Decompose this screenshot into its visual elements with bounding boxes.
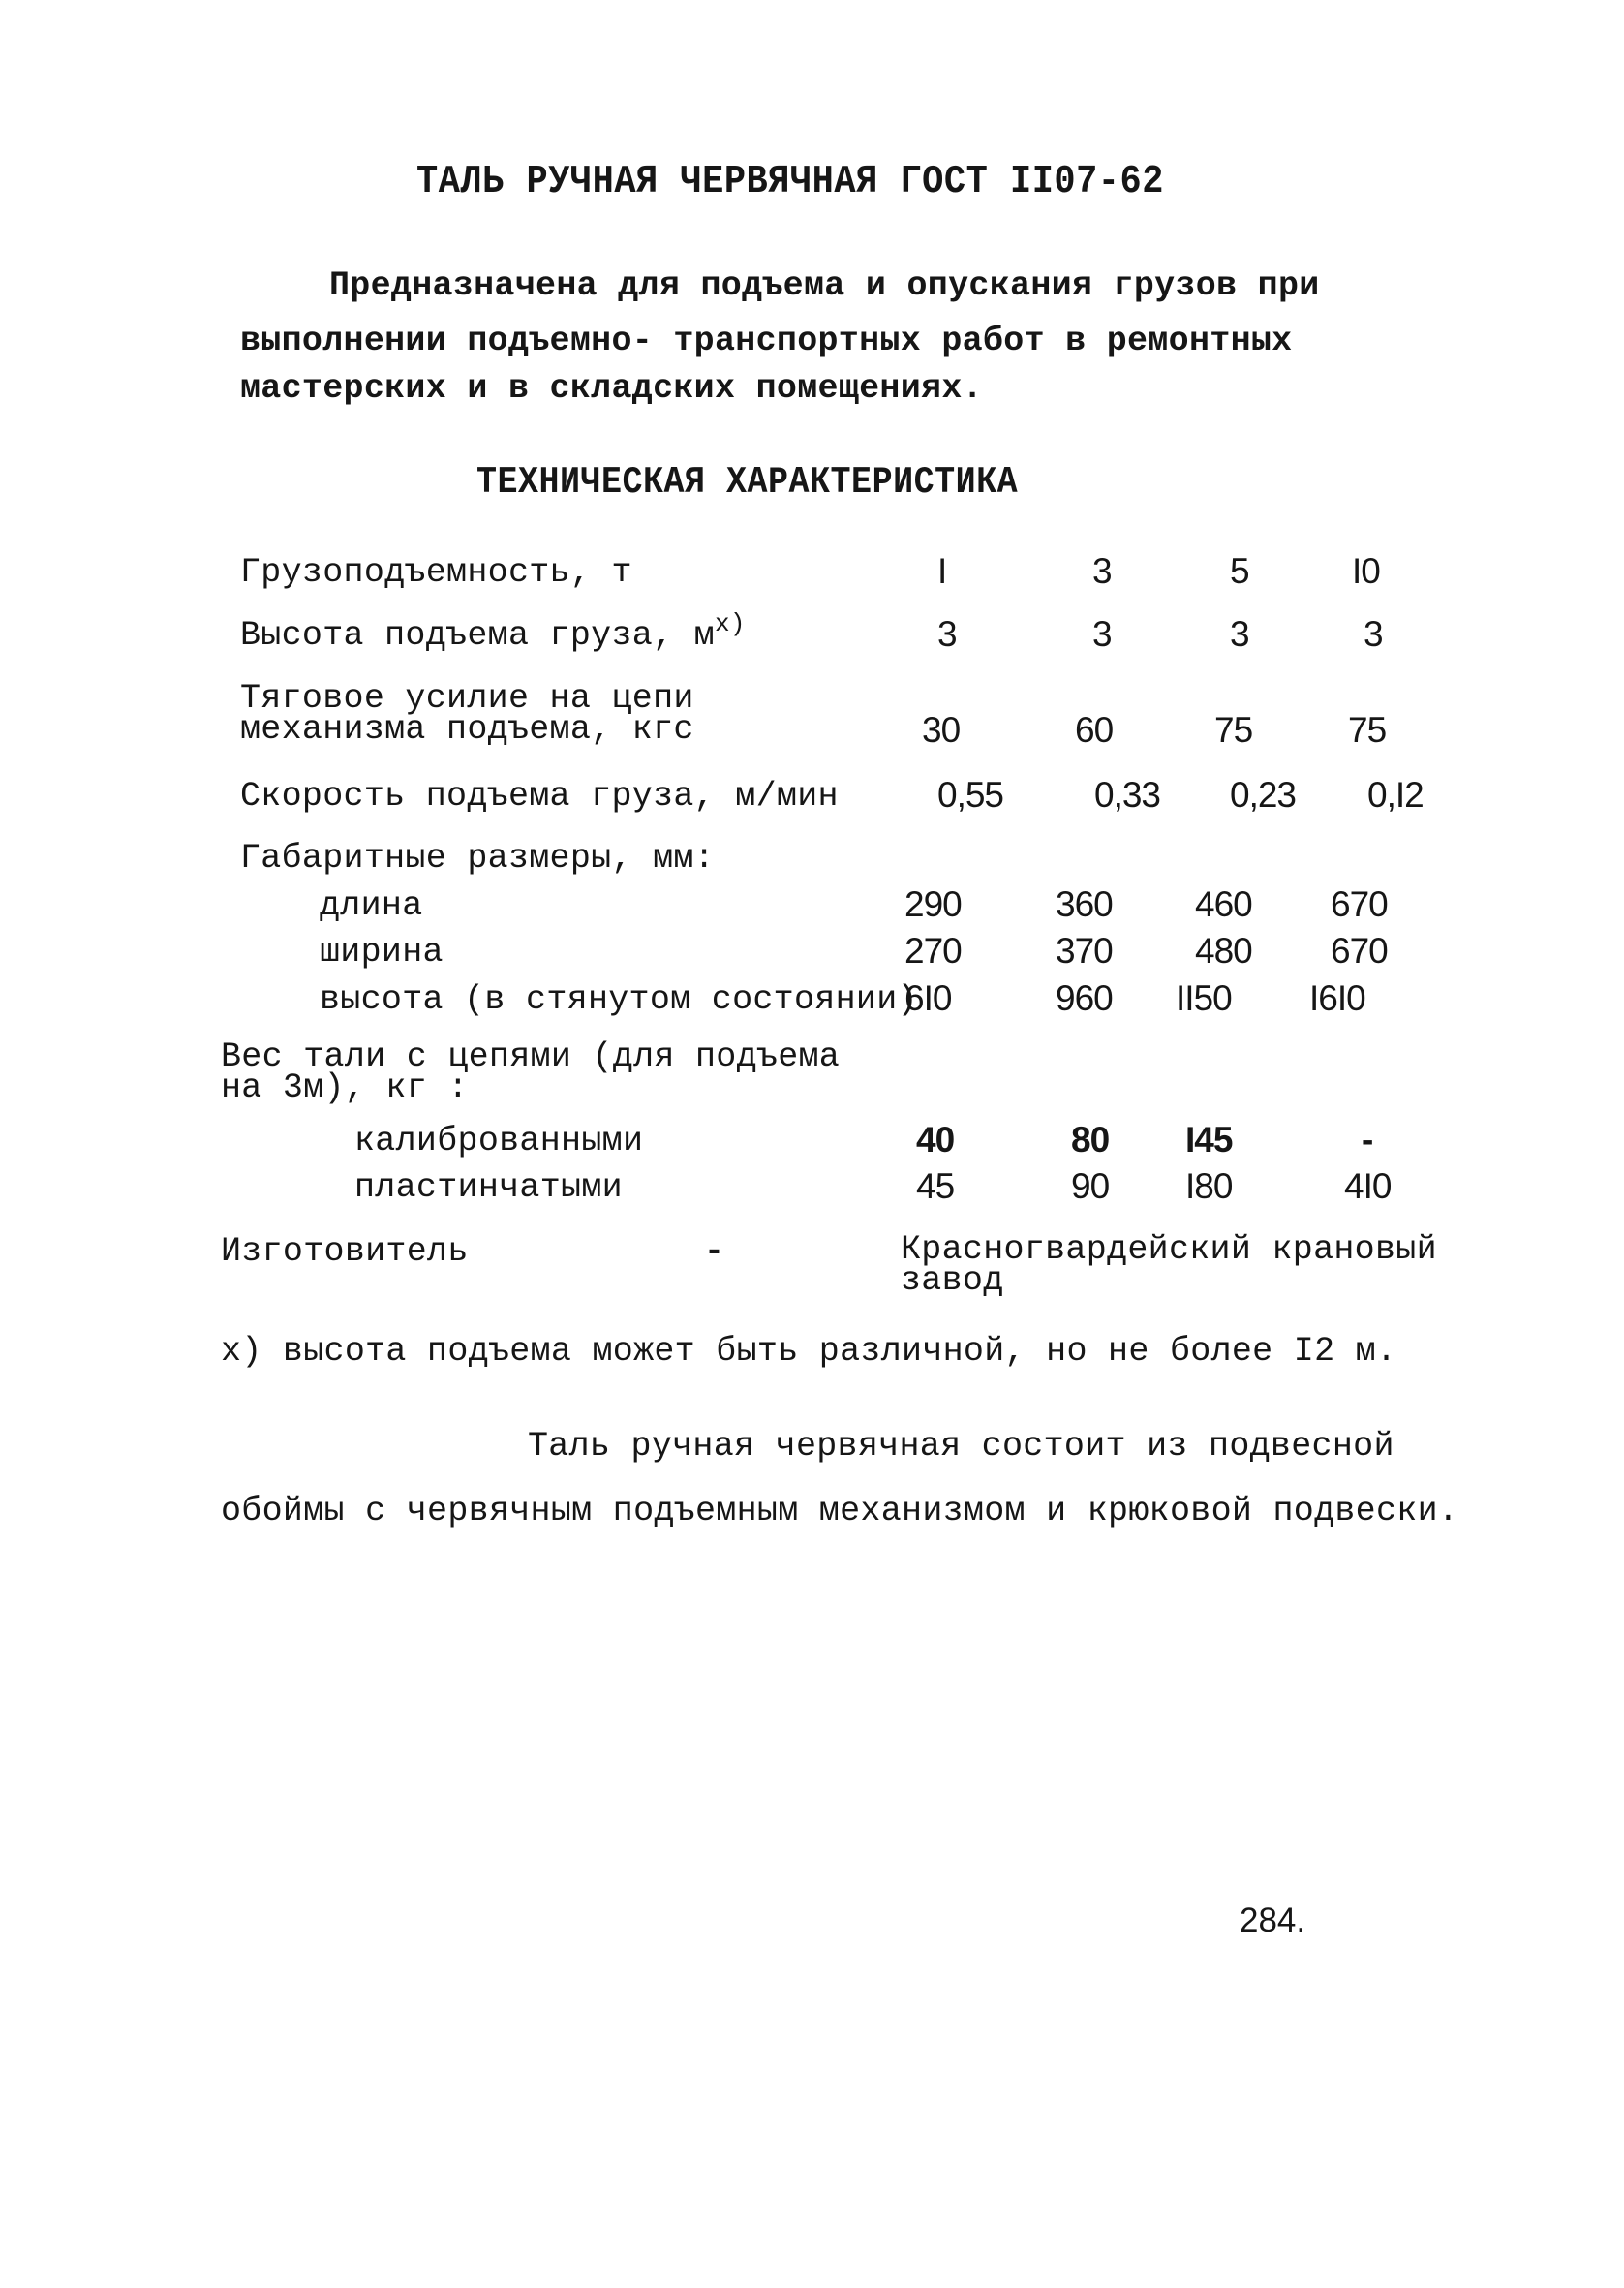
speed-value-3: 0,23 xyxy=(1230,775,1297,815)
intro-line-2: выполнении подъемно- транспортных работ в ремонтных xyxy=(240,322,1293,360)
calibrated-value-1: 40 xyxy=(916,1120,955,1159)
speed-label: Скорость подъема груза, м/мин xyxy=(240,777,839,816)
calibrated-chain-label: калиброванными xyxy=(354,1122,644,1160)
speed-value-4: 0,I2 xyxy=(1367,775,1424,815)
section-title: ТЕХНИЧЕСКАЯ ХАРАКТЕРИСТИКА xyxy=(476,461,1019,504)
lift-height-label: Высота подъема груза, $м^{x)}$ xyxy=(240,609,746,655)
plate-value-1: 45 xyxy=(916,1166,955,1206)
dimensions-label: Габаритные размеры, мм: xyxy=(240,839,715,878)
lift-height-value-3: 3 xyxy=(1230,614,1249,654)
plate-chain-label: пластинчатыми xyxy=(354,1168,623,1207)
calibrated-value-3: I45 xyxy=(1185,1120,1233,1159)
width-value-4: 670 xyxy=(1331,931,1388,971)
manufacturer-dash: - xyxy=(704,1232,725,1271)
calibrated-value-4: - xyxy=(1362,1120,1373,1159)
width-value-1: 270 xyxy=(904,931,962,971)
height-label: высота (в стянутом состоянии) xyxy=(320,980,918,1019)
pull-value-4: 75 xyxy=(1348,710,1387,750)
length-value-4: 670 xyxy=(1331,884,1388,924)
length-value-1: 290 xyxy=(904,884,962,924)
manufacturer-label: Изготовитель xyxy=(221,1232,469,1271)
intro-line-3: мастерских и в складских помещениях. xyxy=(240,369,983,408)
capacity-value-1: I xyxy=(937,551,947,591)
height-value-3: II50 xyxy=(1176,978,1232,1018)
lift-height-value-4: 3 xyxy=(1364,614,1383,654)
pull-label-line-2: механизма подъема, кгс xyxy=(240,710,694,749)
width-value-3: 480 xyxy=(1195,931,1252,971)
manufacturer-value-line-2: завод xyxy=(901,1261,1004,1300)
capacity-value-2: 3 xyxy=(1092,551,1112,591)
pull-value-2: 60 xyxy=(1075,710,1114,750)
lift-height-value-1: 3 xyxy=(937,614,957,654)
pull-value-3: 75 xyxy=(1214,710,1253,750)
footnote: x) высота подъема может быть различной, но не более I2 м. xyxy=(221,1332,1397,1371)
description-line-1: Таль ручная червячная состоит из подвесной xyxy=(528,1427,1394,1466)
plate-value-4: 4I0 xyxy=(1344,1166,1392,1206)
calibrated-value-2: 80 xyxy=(1071,1120,1110,1159)
lift-height-value-2: 3 xyxy=(1092,614,1112,654)
pull-value-1: 30 xyxy=(922,710,961,750)
length-label: длина xyxy=(320,886,423,925)
document-title: ТАЛЬ РУЧНАЯ ЧЕРВЯЧНАЯ ГОСТ II07-62 xyxy=(416,160,1164,205)
length-value-2: 360 xyxy=(1056,884,1113,924)
speed-value-2: 0,33 xyxy=(1094,775,1161,815)
description-line-2: обоймы с червячным подъемным механизмом и крюковой подвески. xyxy=(221,1492,1459,1530)
width-value-2: 370 xyxy=(1056,931,1113,971)
height-value-4: I6I0 xyxy=(1309,978,1365,1018)
height-value-2: 960 xyxy=(1056,978,1113,1018)
capacity-value-3: 5 xyxy=(1230,551,1249,591)
capacity-label: Грузоподъемность, т xyxy=(240,553,632,592)
height-value-1: 6I0 xyxy=(904,978,952,1018)
speed-value-1: 0,55 xyxy=(937,775,1004,815)
capacity-value-4: I0 xyxy=(1352,551,1380,591)
manufacturer-value-line-1: Красногвардейский крановый xyxy=(901,1230,1437,1269)
plate-value-3: I80 xyxy=(1185,1166,1233,1206)
page-number: 284. xyxy=(1240,1902,1306,1939)
intro-line-1: Предназначена для подъема и опускания грузов при xyxy=(329,266,1320,305)
width-label: ширина xyxy=(320,933,444,972)
weight-label-line-1: Вес тали с цепями (для подъема xyxy=(221,1037,841,1076)
length-value-3: 460 xyxy=(1195,884,1252,924)
pull-label-line-1: Тяговое усилие на цепи xyxy=(240,679,694,718)
footnote-mark: x) xyxy=(714,609,746,638)
plate-value-2: 90 xyxy=(1071,1166,1110,1206)
weight-label-line-2: на 3м), кг : xyxy=(221,1068,469,1107)
